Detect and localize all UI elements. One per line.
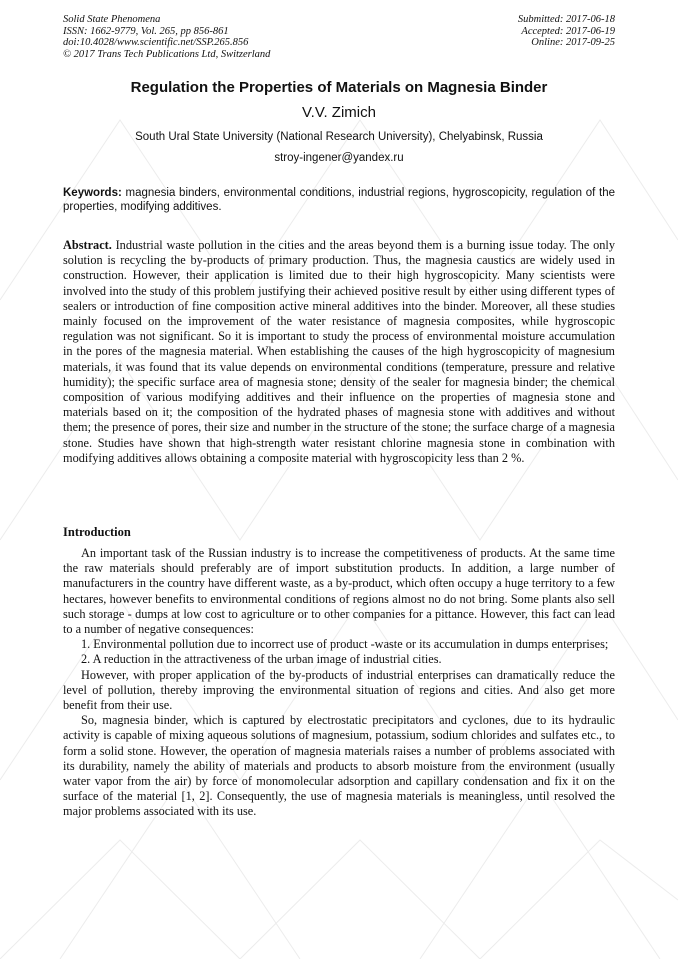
intro-paragraph: So, magnesia binder, which is captured by electrostatic precipitators and cyclones, due to its hydraulic activity is capable of mixing aqueous solutions of magnesium, potassium, sodium chlorides and sulfates etc., to form a solid stone. However, the operation of magnesia materials raises a number of problems associated with its durability, namely the ability of materials and products to absorb moisture from the environment (usually water vapor from the air) by force of monomolecular adsorption and capillary condensation and fix it on the surface of the material [1, 2]. Consequently, the use of magnesia materials is meaningless, until resolved the major problems associated with its use. — [63, 713, 615, 819]
intro-paragraph: However, with proper application of the by-products of industrial enterprises can dramatically reduce the level of pollution, thereby improving the environmental situation of regions and cities. And also get more benefit from their use. — [63, 667, 615, 713]
abstract-block — [63, 238, 615, 466]
submitted-date: Submitted: 2017-06-18 — [517, 14, 615, 25]
journal-copyright: © 2017 Trans Tech Publications Ltd, Switzerland — [63, 48, 271, 60]
keywords-text: magnesia binders, environmental conditions, industrial regions, hygroscopicity, regulation of the properties, modifying additives. — [63, 187, 615, 213]
author-affiliation: South Ural State University (National Research University), Chelyabinsk, Russia — [135, 131, 543, 143]
author-email[interactable]: stroy-ingener@yandex.ru — [274, 152, 404, 164]
introduction-heading: Introduction — [63, 525, 131, 539]
journal-doi[interactable]: doi:10.4028/www.scientific.net/SSP.265.856 — [63, 37, 249, 48]
journal-header-right — [518, 14, 615, 49]
online-date: Online: 2017-09-25 — [531, 37, 615, 48]
abstract-text: Industrial waste pollution in the cities and the areas beyond them is a burning issue today. The only solution is recycling the by-products of primary production. Thus, the magnesia caustics are widely used in construction. However, their application is limited due to their high hygroscopicity. Many scientists were involved into the study of this problem justifying their achieved positive result by either using different types of sealers or introduction of fine composition active mineral additives into the binder. Moreover, all these studies mainly focused on the improvement of the water resistance of magnesia composites, while hygroscopic regulation was not significant. So it is important to study the process of environmental moisture accumulation in the pores of the magnesia material. When establishing the causes of the high hygroscopicity of magnesium materials, it was found that its value depends on environmental conditions (temperature, pressure and relative humidity); the specific surface area of magnesia stone; density of the sealer for magnesia binder; the chemical composition of various modifying additives and their influence on the properties of magnesia stone and materials based on it; the composition of the hydrated phases of magnesia stone with additives and without them; the presence of pores, their size and number in the structure of the stone; the surface charge of a magnesia stone. Studies have shown that high-strength water resistant chlorine magnesia stone in combination with modifying additives allows obtaining a composite material with hygroscopicity less than 2 %. — [63, 238, 615, 465]
journal-header-left — [63, 14, 270, 60]
keywords-block — [63, 186, 615, 214]
abstract-label: Abstract. — [63, 238, 112, 252]
journal-issn: ISSN: 1662-9779, Vol. 265, pp 856-861 — [63, 25, 229, 37]
intro-paragraph: An important task of the Russian industry is to increase the competitiveness of products. At the same time the raw materials should preferably are of import substitution products. In addition, a large number of manufacturers in the country have different waste, as a by-product, which often occupy a huge territory to a few hectares, however benefits to environmental conditions of regions almost no do not bring. Some plants also sell such storage - dumps at low cost to agriculture or to other companies for a pittance. However, this fact can lead to a number of negative consequences: — [63, 546, 615, 637]
accepted-date: Accepted: 2017-06-19 — [521, 25, 615, 37]
introduction-body — [63, 546, 615, 820]
keywords-label: Keywords: — [63, 187, 122, 199]
paper-title: Regulation the Properties of Materials on Magnesia Binder — [130, 79, 548, 96]
intro-list-item: 2. A reduction in the attractiveness of the urban image of industrial cities. — [81, 652, 442, 667]
intro-list-item: 1. Environmental pollution due to incorrect use of product -waste or its accumulation in dumps enterprises; — [81, 637, 609, 652]
paper-author: V.V. Zimich — [302, 104, 376, 121]
journal-name: Solid State Phenomena — [63, 14, 161, 25]
